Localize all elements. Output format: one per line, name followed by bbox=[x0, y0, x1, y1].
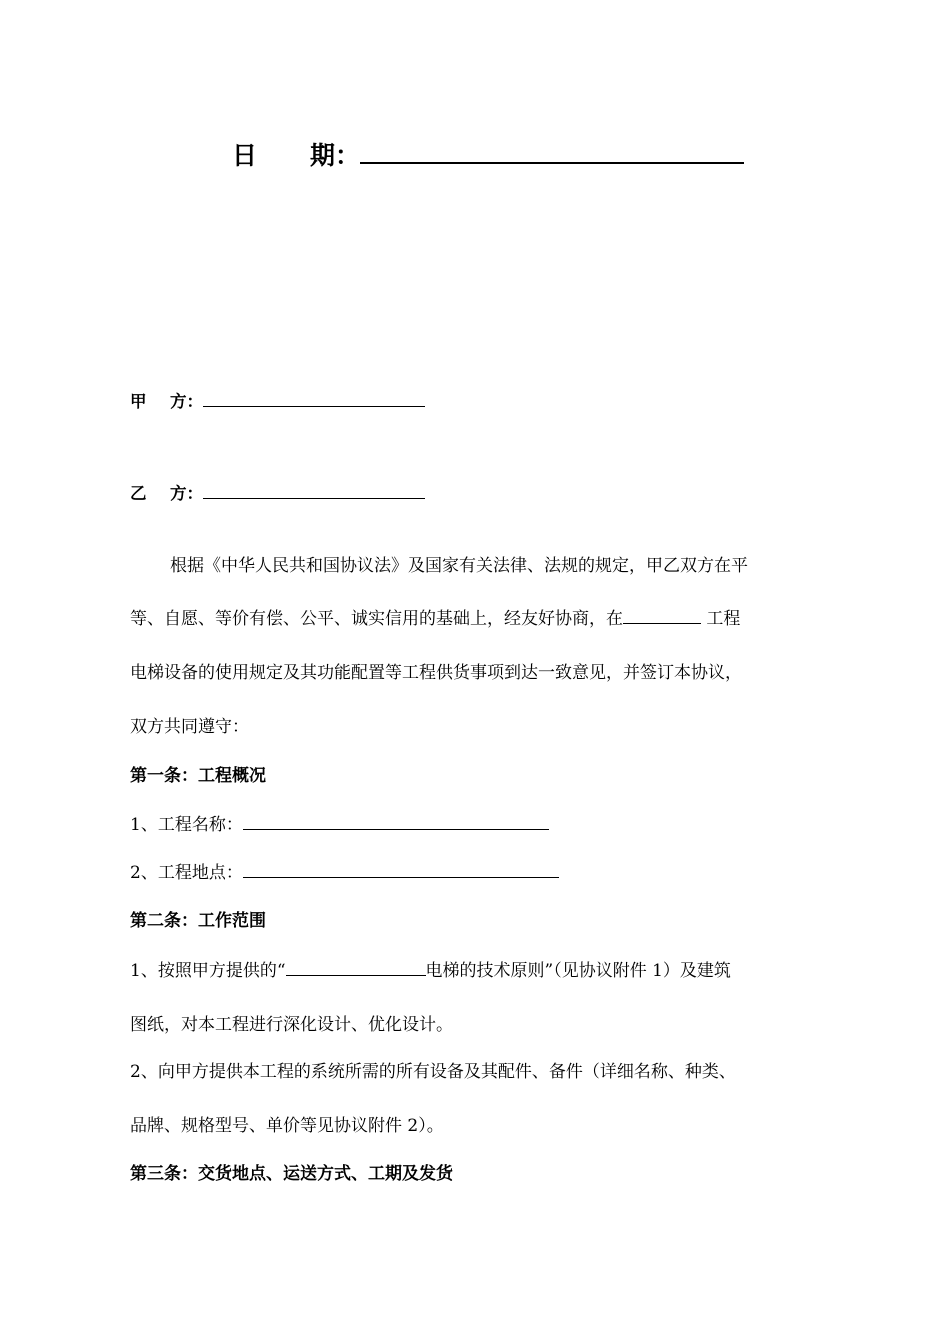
article-2-item-1-b: 电梯的技术原则”（见协议附件 1）及建筑 bbox=[425, 961, 731, 981]
article-2-item-2: 2、向甲方提供本工程的系统所需的所有设备及其配件、备件（详细名称、种类、 bbox=[130, 1062, 736, 1082]
date-blank[interactable] bbox=[360, 140, 744, 164]
article-1-item-1 bbox=[130, 810, 549, 835]
project-name-blank[interactable] bbox=[243, 811, 549, 830]
party-a-label-1: 甲 bbox=[130, 392, 147, 411]
project-location-label: 2、工程地点： bbox=[130, 863, 243, 883]
party-a-blank[interactable] bbox=[203, 388, 425, 407]
intro-line-1: 根据《中华人民共和国协议法》及国家有关法律、法规的规定，甲乙双方在平 bbox=[170, 556, 748, 576]
date-label-2: 期： bbox=[310, 141, 361, 170]
elevator-blank[interactable] bbox=[286, 957, 426, 976]
article-2-item-1-cont: 图纸，对本工程进行深化设计、优化设计。 bbox=[130, 1015, 453, 1035]
party-b-row bbox=[130, 480, 425, 504]
party-b-blank[interactable] bbox=[203, 480, 425, 499]
project-blank[interactable] bbox=[623, 605, 701, 624]
article-2-item-2-cont: 品牌、规格型号、单价等见协议附件 2）。 bbox=[130, 1116, 444, 1136]
intro-line-2-a: 等、自愿、等价有偿、公平、诚实信用的基础上，经友好协商，在 bbox=[130, 609, 623, 629]
party-a-label-2: 方： bbox=[170, 392, 203, 411]
article-1-title: 第一条：工程概况 bbox=[130, 766, 266, 786]
date-label-1: 日 bbox=[232, 141, 258, 170]
intro-line-3: 电梯设备的使用规定及其功能配置等工程供货事项到达一致意见，并签订本协议， bbox=[130, 663, 742, 683]
intro-line-2-b: 工程 bbox=[701, 609, 741, 629]
article-2-item-1-a: 1、按照甲方提供的“ bbox=[130, 961, 286, 981]
project-name-label: 1、工程名称： bbox=[130, 815, 243, 835]
party-b-label-2: 方： bbox=[170, 484, 203, 503]
date-row bbox=[232, 136, 744, 172]
intro-line-2 bbox=[130, 604, 820, 629]
party-b-label-1: 乙 bbox=[130, 484, 147, 503]
party-a-row bbox=[130, 388, 425, 412]
intro-line-4: 双方共同遵守： bbox=[130, 717, 249, 737]
article-2-item-1 bbox=[130, 956, 731, 981]
project-location-blank[interactable] bbox=[243, 859, 559, 878]
article-2-title: 第二条：工作范围 bbox=[130, 911, 266, 931]
article-1-item-2 bbox=[130, 858, 559, 883]
article-3-title: 第三条：交货地点、运送方式、工期及发货 bbox=[130, 1164, 453, 1184]
